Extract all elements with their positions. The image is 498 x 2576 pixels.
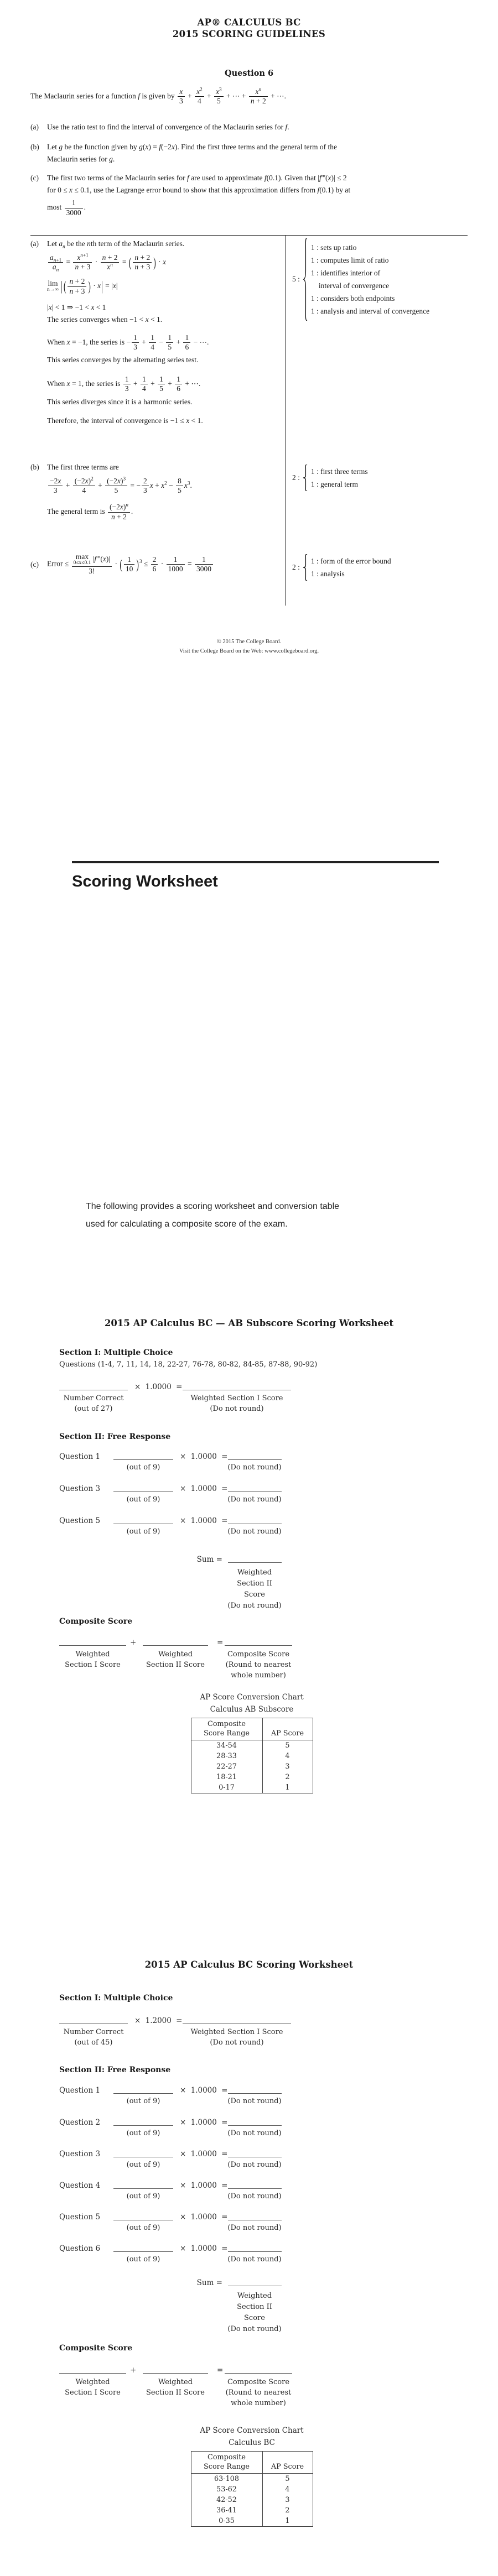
out-of-label: (out of 9) bbox=[126, 1463, 160, 1472]
do-not-round-label: (Do not round) bbox=[210, 2038, 264, 2047]
out-of-label: (out of 9) bbox=[126, 2161, 160, 2169]
table-row: 18-21 2 bbox=[191, 1772, 313, 1782]
score-a-points: 5 : bbox=[292, 275, 300, 283]
ab-composite-heading: Composite Score bbox=[59, 1617, 133, 1626]
fill-in-blank bbox=[225, 1645, 292, 1646]
equals-sign: = bbox=[217, 2366, 224, 2375]
score-item: 1 : form of the error bound bbox=[310, 557, 391, 565]
multiplier-text: × 1.0000 = bbox=[180, 2181, 228, 2190]
composite-score-caption: whole number) bbox=[231, 1671, 286, 1680]
do-not-round-label: (Do not round) bbox=[227, 2161, 282, 2169]
table-row: 0-35 1 bbox=[191, 2516, 313, 2527]
question-label: Question 5 bbox=[59, 2213, 101, 2222]
score-part-c bbox=[292, 554, 480, 581]
copyright-line: © 2015 The College Board. bbox=[216, 639, 282, 645]
multiplier-text: × 1.2000 = bbox=[134, 2016, 183, 2025]
composite-range-header: Composite Score Range bbox=[191, 1718, 262, 1740]
maclaurin-series-line: The Maclaurin series for a function f is given by $\frac{x}{3}$ + $\frac{x^2}{4}$ + $\frac{x^3}{5}$ + ⋯ + $\frac{x^n}{n + 2}$ + ⋯. bbox=[30, 86, 286, 106]
scoring-worksheet-title: Scoring Worksheet bbox=[72, 873, 218, 890]
score-item: 1 : first three terms bbox=[310, 467, 368, 476]
out-of-label: (out of 9) bbox=[126, 2097, 160, 2105]
bc-section2-heading: Section II: Free Response bbox=[59, 2066, 171, 2074]
question-label: Question 2 bbox=[59, 2118, 101, 2127]
solution-b-intro: The first three terms are bbox=[47, 463, 119, 471]
chart-subtitle: Calculus AB Subscore bbox=[210, 1705, 294, 1714]
header-line-1: AP® CALCULUS BC bbox=[197, 17, 301, 28]
sum-caption-line: Weighted bbox=[237, 1568, 272, 1577]
solution-part-a bbox=[30, 239, 282, 426]
score-brace-icon bbox=[303, 238, 308, 321]
do-not-round-label: (Do not round) bbox=[227, 1495, 282, 1504]
score-b-items bbox=[311, 465, 368, 491]
do-not-round-label: (Do not round) bbox=[227, 1527, 282, 1536]
question-label: Question 4 bbox=[59, 2181, 101, 2190]
fill-in-blank bbox=[228, 1562, 282, 1563]
sum-caption-line: (Do not round) bbox=[227, 2325, 282, 2333]
score-item: 1 : general term bbox=[310, 480, 358, 488]
part-c-label: (c) bbox=[30, 174, 39, 182]
solution-b-label: (b) bbox=[30, 463, 39, 471]
when-x-neg1-series: When x = −1, the series is − $\frac{1}{3}$ + $\frac{1}{4}$ − $\frac{1}{5}$ + $\frac{1}{6}$ − ⋯. bbox=[47, 333, 209, 351]
multiplier-text: × 1.0000 = bbox=[180, 1452, 228, 1461]
ab-section2-heading: Section II: Free Response bbox=[59, 1432, 171, 1441]
ap-score-header: AP Score bbox=[262, 1718, 313, 1740]
do-not-round-label: (Do not round) bbox=[227, 2224, 282, 2232]
interval-conclusion: Therefore, the interval of convergence is −1 ≤ x < 1. bbox=[47, 416, 203, 425]
question-label: Question 6 bbox=[59, 2244, 101, 2253]
bc-multiple-choice-row bbox=[59, 2016, 402, 2072]
weighted-section1-caption: Weighted bbox=[75, 1650, 110, 1659]
table-header-row bbox=[191, 1718, 313, 1740]
composite-score-caption: Composite Score bbox=[227, 2378, 290, 2386]
website-line: Visit the College Board on the Web: www.collegeboard.org. bbox=[179, 648, 319, 654]
sum-caption-line: Score bbox=[244, 1591, 265, 1599]
conversion-table bbox=[191, 1718, 313, 1793]
multiplier-text: × 1.0000 = bbox=[134, 1383, 183, 1391]
part-a-label: (a) bbox=[30, 123, 39, 132]
solution-a-line-1 bbox=[30, 239, 282, 249]
score-item: 1 : analysis and interval of convergence bbox=[310, 307, 430, 315]
equals-sign: = bbox=[217, 1638, 224, 1647]
fill-in-blank bbox=[228, 1459, 282, 1460]
question-label: Question 1 bbox=[59, 2086, 101, 2095]
table-header-row bbox=[191, 2452, 313, 2474]
sum-label: Sum = bbox=[196, 1555, 222, 1564]
out-of-label: (out of 9) bbox=[126, 1495, 160, 1504]
weighted-section1-caption: Section I Score bbox=[65, 2389, 121, 2397]
weighted-section2-caption: Section II Score bbox=[146, 1661, 205, 1669]
fill-in-blank bbox=[228, 2093, 282, 2094]
table-row: 63-108 5 bbox=[191, 2474, 313, 2485]
table-row: 0-17 1 bbox=[191, 1782, 313, 1793]
general-term-statement: The general term is $\frac{(-2x)^n}{n + 2}$ . bbox=[47, 502, 133, 521]
score-item: 1 : identifies interior of bbox=[310, 269, 381, 277]
composite-score-caption: (Round to nearest bbox=[225, 2389, 292, 2397]
sum-caption-line: Section II bbox=[237, 1579, 272, 1588]
score-item-continuation: interval of convergence bbox=[318, 281, 390, 290]
problem-statement bbox=[30, 87, 473, 217]
plus-sign: + bbox=[130, 1638, 137, 1647]
weighted-section2-caption: Weighted bbox=[158, 2378, 193, 2386]
out-of-label: (out of 45) bbox=[74, 2038, 113, 2047]
sum-caption-line: (Do not round) bbox=[227, 1602, 282, 1610]
part-b-label: (b) bbox=[30, 143, 39, 152]
bc-conversion-chart bbox=[155, 2424, 349, 2527]
do-not-round-label: (Do not round) bbox=[227, 1463, 282, 1472]
alternating-test-statement: This series converges by the alternating series test. bbox=[47, 356, 199, 364]
do-not-round-label: (Do not round) bbox=[227, 2097, 282, 2105]
table-row: 53-62 4 bbox=[191, 2484, 313, 2495]
solution-divider-horizontal bbox=[30, 235, 468, 236]
do-not-round-label: (Do not round) bbox=[210, 1405, 264, 1413]
fill-in-blank bbox=[113, 1459, 173, 1460]
part-a-prompt bbox=[30, 121, 473, 133]
do-not-round-label: (Do not round) bbox=[227, 2129, 282, 2137]
conversion-table bbox=[191, 2451, 313, 2527]
ab-composite-row bbox=[59, 1638, 402, 1693]
weighted-section1-caption: Section I Score bbox=[65, 1661, 121, 1669]
sum-caption-line: Score bbox=[244, 2314, 265, 2322]
fill-in-blank bbox=[59, 2373, 126, 2374]
multiplier-text: × 1.0000 = bbox=[180, 1484, 228, 1493]
worksheet-description bbox=[86, 1198, 339, 1233]
do-not-round-label: (Do not round) bbox=[227, 2255, 282, 2264]
table-row: 34-54 5 bbox=[191, 1740, 313, 1751]
solution-part-c bbox=[30, 553, 282, 576]
out-of-label: (out of 9) bbox=[126, 2224, 160, 2232]
weighted-section1-label: Weighted Section I Score bbox=[190, 1394, 283, 1402]
header-line-2: 2015 SCORING GUIDELINES bbox=[172, 29, 326, 39]
when-x-1-series: When x = 1, the series is $\frac{1}{3}$ + $\frac{1}{4}$ + $\frac{1}{5}$ + $\frac{1}{6}$ + ⋯. bbox=[47, 375, 201, 393]
question-label: Question 3 bbox=[59, 2150, 101, 2158]
multiplier-text: × 1.0000 = bbox=[180, 2118, 228, 2127]
part-c-prompt bbox=[30, 172, 473, 217]
plus-sign: + bbox=[130, 2366, 137, 2375]
fill-in-blank bbox=[113, 2093, 173, 2094]
fill-in-blank bbox=[113, 2125, 173, 2126]
score-item: 1 : computes limit of ratio bbox=[310, 256, 389, 264]
score-part-b bbox=[292, 465, 480, 491]
fill-in-blank bbox=[228, 2125, 282, 2126]
table-row: 22-27 3 bbox=[191, 1761, 313, 1772]
number-correct-label: Number Correct bbox=[63, 2028, 124, 2036]
solution-c-label: (c) bbox=[30, 560, 39, 569]
table-row: 28-33 4 bbox=[191, 1751, 313, 1761]
fill-in-blank bbox=[113, 2188, 173, 2189]
ap-score-header: AP Score bbox=[262, 2452, 313, 2474]
description-line-2: used for calculating a composite score of the exam. bbox=[86, 1219, 288, 1229]
solution-divider-vertical bbox=[285, 235, 286, 606]
score-item: 1 : considers both endpoints bbox=[310, 294, 395, 303]
first-three-terms-equation: $\frac{-2x}{3}$ + $\frac{(-2x)^2}{4}$ + $\frac{(-2x)^3}{5}$ = − $\frac{2}{3}$ $x + x^2$ − $\frac{8}{5}$ $x^3$. bbox=[47, 477, 282, 495]
ab-section1-heading: Section I: Multiple Choice bbox=[59, 1348, 173, 1357]
solution-a-label: (a) bbox=[30, 239, 39, 248]
fill-in-blank bbox=[228, 2188, 282, 2189]
composite-score-caption: Composite Score bbox=[227, 1650, 290, 1659]
solution-part-b bbox=[30, 462, 282, 522]
part-b-prompt bbox=[30, 141, 473, 165]
question-label: Question 1 bbox=[59, 1452, 101, 1461]
part-c-text bbox=[47, 172, 350, 217]
fill-in-blank bbox=[143, 2373, 208, 2374]
multiplier-text: × 1.0000 = bbox=[180, 2086, 228, 2095]
ab-sum-row bbox=[59, 1555, 402, 1616]
chart-title: AP Score Conversion Chart bbox=[200, 1693, 304, 1702]
part-a-text: Use the ratio test to find the interval of convergence of the Maclaurin series for f. bbox=[47, 123, 289, 132]
score-b-points: 2 : bbox=[292, 473, 300, 482]
part-c-line-3: most $\frac{1}{3000}$ . bbox=[47, 199, 86, 217]
multiplier-text: × 1.0000 = bbox=[180, 2244, 228, 2253]
out-of-label: (out of 9) bbox=[126, 2192, 160, 2200]
out-of-label: (out of 9) bbox=[126, 2255, 160, 2264]
fill-in-blank bbox=[113, 2251, 173, 2252]
ratio-equation: $\frac{a_{n+1}}{a_n}$ = $\frac{x^{n+1}}{n + 3}$ · $\frac{n + 2}{x^n}$ = ( $\frac{n + 2}{n + 3}$ ) · x bbox=[47, 253, 282, 272]
out-of-label: (out of 27) bbox=[74, 1405, 113, 1413]
question-label: Question 5 bbox=[59, 1516, 101, 1525]
question-title: Question 6 bbox=[224, 69, 274, 78]
chart-subtitle: Calculus BC bbox=[229, 2438, 275, 2447]
question-label: Question 3 bbox=[59, 1484, 101, 1493]
weighted-section1-label: Weighted Section I Score bbox=[190, 2028, 283, 2036]
fill-in-blank bbox=[143, 1645, 208, 1646]
part-b-line-2: Maclaurin series for g. bbox=[47, 155, 115, 164]
score-c-points: 2 : bbox=[292, 563, 300, 571]
composite-score-caption: whole number) bbox=[231, 2399, 286, 2407]
section-divider-rule bbox=[72, 861, 439, 863]
error-bound-equation: Error ≤ max 0≤x≤0.1 |f'''(x)| 3! · ( $\frac{1}{10}$ )$^3$ ≤ $\frac{2}{6}$ · $\frac{1}{1000}$ = $\frac{1}{3000}$ bbox=[47, 553, 214, 576]
table-row: 36-41 2 bbox=[191, 2505, 313, 2516]
converges-statement: The series converges when −1 < x < 1. bbox=[47, 315, 163, 324]
bc-sum-row bbox=[59, 2278, 402, 2339]
score-c-items bbox=[311, 555, 391, 580]
multiplier-text: × 1.0000 = bbox=[180, 2150, 228, 2158]
part-b-text bbox=[47, 141, 337, 165]
sum-label: Sum = bbox=[196, 2278, 222, 2287]
solution-b-line-1 bbox=[30, 462, 282, 472]
document-header bbox=[0, 17, 498, 40]
bc-composite-row bbox=[59, 2366, 402, 2421]
fill-in-blank bbox=[59, 1645, 126, 1646]
score-a-items bbox=[311, 241, 429, 317]
harmonic-statement: This series diverges since it is a harmonic series. bbox=[47, 397, 193, 406]
bc-section1-heading: Section I: Multiple Choice bbox=[59, 1994, 173, 2003]
chart-title: AP Score Conversion Chart bbox=[200, 2426, 304, 2435]
table-row: 42-52 3 bbox=[191, 2495, 313, 2505]
composite-range-header: Composite Score Range bbox=[191, 2452, 262, 2474]
fill-in-blank bbox=[225, 2373, 292, 2374]
part-b-line-1: Let g be the function given by g(x) = f(−2x). Find the first three terms and the general term of the bbox=[47, 143, 337, 152]
solution-c-line bbox=[30, 553, 282, 576]
weighted-section1-caption: Weighted bbox=[75, 2378, 110, 2386]
part-c-line-2: for 0 ≤ x ≤ 0.1, use the Lagrange error bound to show that this approximation differs from f(0.1) by at bbox=[47, 186, 351, 195]
solution-a-intro: Let $a_n$ be the nth term of the Maclaurin series. bbox=[47, 239, 185, 249]
score-item: 1 : analysis bbox=[310, 570, 345, 578]
score-item: 1 : sets up ratio bbox=[310, 243, 357, 252]
bc-composite-heading: Composite Score bbox=[59, 2344, 133, 2353]
part-c-line-1: The first two terms of the Maclaurin series for f are used to approximate f(0.1). Given that |f'''(x)| ≤ 2 bbox=[47, 174, 347, 182]
abs-x-inequality: |x| < 1 ⇒ −1 < x < 1 bbox=[47, 303, 106, 311]
out-of-label: (out of 9) bbox=[126, 1527, 160, 1536]
weighted-section2-caption: Section II Score bbox=[146, 2389, 205, 2397]
weighted-section2-caption: Weighted bbox=[158, 1650, 193, 1659]
multiplier-text: × 1.0000 = bbox=[180, 2213, 228, 2222]
number-correct-label: Number Correct bbox=[63, 1394, 124, 1402]
limit-equation: lim n→∞ | ( $\frac{n + 2}{n + 3}$ ) · x| = |x| bbox=[47, 277, 118, 295]
score-brace-icon bbox=[303, 554, 308, 581]
ab-conversion-chart bbox=[155, 1691, 349, 1793]
out-of-label: (out of 9) bbox=[126, 2129, 160, 2137]
sum-caption-line: Weighted bbox=[237, 2292, 272, 2300]
fill-in-blank bbox=[228, 2251, 282, 2252]
sum-caption-line: Section II bbox=[237, 2303, 272, 2311]
page-footer bbox=[0, 637, 498, 656]
ab-worksheet-title: 2015 AP Calculus BC — AB Subscore Scoring Worksheet bbox=[104, 1318, 394, 1328]
score-part-a bbox=[292, 238, 480, 321]
multiplier-text: × 1.0000 = bbox=[180, 1516, 228, 1525]
composite-score-caption: (Round to nearest bbox=[225, 1661, 292, 1669]
do-not-round-label: (Do not round) bbox=[227, 2192, 282, 2200]
score-brace-icon bbox=[303, 465, 308, 491]
ab-questions-note: Questions (1-4, 7, 11, 14, 18, 22-27, 76-78, 80-82, 84-85, 87-88, 90-92) bbox=[59, 1360, 318, 1369]
ab-multiple-choice-row bbox=[59, 1383, 402, 1438]
description-line-1: The following provides a scoring worksheet and conversion table bbox=[86, 1202, 340, 1211]
bc-worksheet-title: 2015 AP Calculus BC Scoring Worksheet bbox=[144, 1959, 354, 1970]
